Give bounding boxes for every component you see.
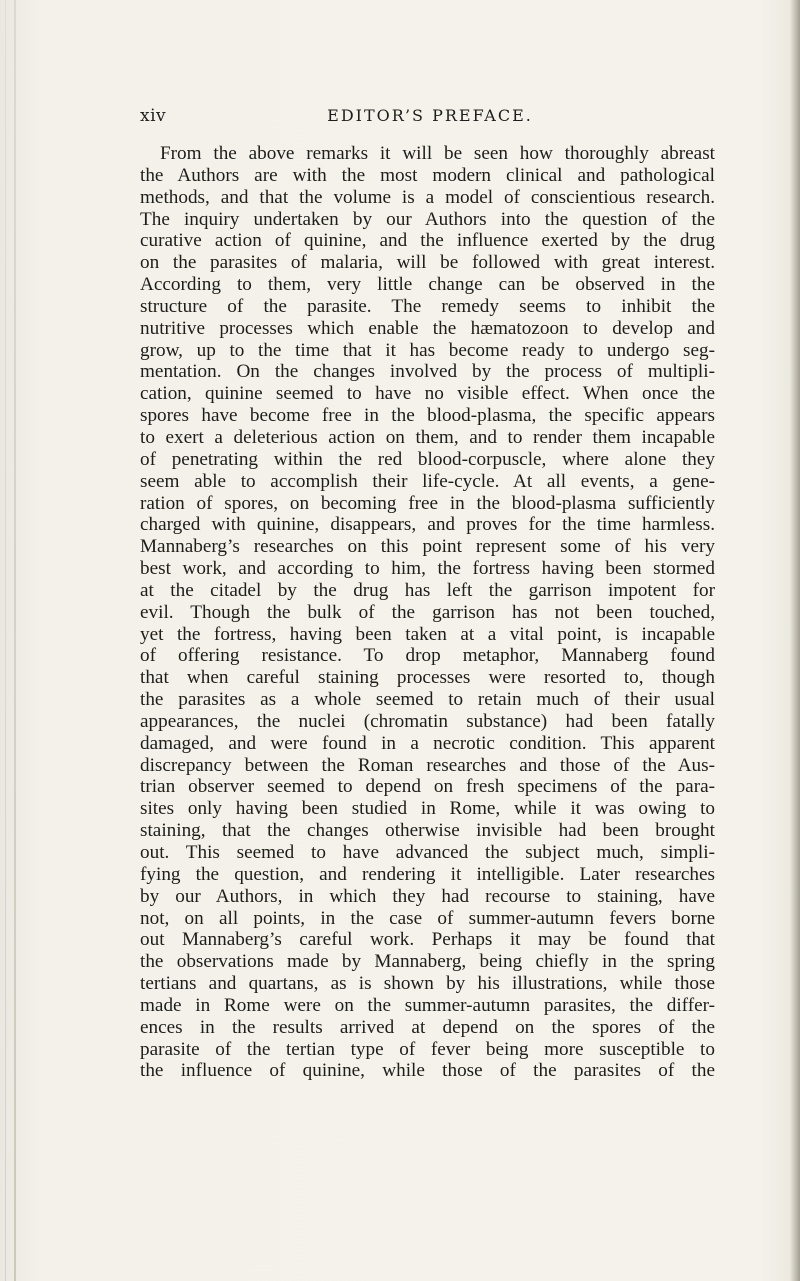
text-line: at the citadel by the drug has left the garrison impotent for [140, 579, 715, 601]
page-gutter-line [5, 0, 6, 1281]
text-line: damaged, and were found in a necrotic condition. This apparent [140, 732, 715, 754]
text-line: The inquiry undertaken by our Authors into the question of the [140, 208, 715, 230]
text-line: that when careful staining processes were resorted to, though [140, 667, 715, 689]
page-edge-shadow [790, 0, 800, 1281]
text-line: the Authors are with the most modern clinical and pathological [140, 164, 715, 186]
text-line: evil. Though the bulk of the garrison has not been touched, [140, 601, 715, 623]
text-line: cation, quinine seemed to have no visible effect. When once the [140, 383, 715, 405]
text-line: From the above remarks it will be seen how thoroughly abreast [160, 143, 715, 164]
text-line: yet the fortress, having been taken at a vital point, is incapable [140, 623, 715, 645]
text-line: fying the question, and rendering it intelligible. Later researches [140, 863, 715, 885]
text-line: out Mannaberg’s careful work. Perhaps it may be found that [140, 929, 715, 951]
text-line: the influence of quinine, while those of the parasites of the [140, 1060, 715, 1082]
text-line: discrepancy between the Roman researches and those of the Aus- [140, 754, 715, 776]
text-line: ences in the results arrived at depend on the spores of the [140, 1016, 715, 1038]
page-header [140, 106, 720, 132]
text-line: of offering resistance. To drop metaphor, Mannaberg found [140, 645, 715, 667]
text-line: on the parasites of malaria, will be followed with great interest. [140, 252, 715, 274]
text-line: mentation. On the changes involved by the process of multipli- [140, 361, 715, 383]
running-head: EDITOR’S PREFACE. [327, 106, 533, 125]
text-line: structure of the parasite. The remedy seems to inhibit the [140, 295, 715, 317]
text-line: the observations made by Mannaberg, being chiefly in the spring [140, 951, 715, 973]
page-gutter-shadow [14, 0, 16, 1281]
text-line: trian observer seemed to depend on fresh specimens of the para- [140, 776, 715, 798]
text-line: staining, that the changes otherwise invisible had been brought [140, 820, 715, 842]
text-line: appearances, the nuclei (chromatin substance) had been fatally [140, 710, 715, 732]
text-line: sites only having been studied in Rome, while it was owing to [140, 798, 715, 820]
text-line: Mannaberg’s researches on this point represent some of his very [140, 536, 715, 558]
text-line: nutritive processes which enable the hæmatozoon to develop and [140, 317, 715, 339]
text-line: not, on all points, in the case of summer-autumn fevers borne [140, 907, 715, 929]
text-line: out. This seemed to have advanced the subject much, simpli- [140, 842, 715, 863]
text-line: charged with quinine, disappears, and proves for the time harmless. [140, 514, 715, 536]
text-line: best work, and according to him, the fortress having been stormed [140, 558, 715, 580]
text-line: tertians and quartans, as is shown by his illustrations, while those [140, 973, 715, 995]
text-line: of penetrating within the red blood-corpuscle, where alone they [140, 448, 715, 470]
text-line: According to them, very little change can be observed in the [140, 274, 715, 296]
text-line: curative action of quinine, and the influence exerted by the drug [140, 230, 715, 252]
body-paragraph [140, 143, 715, 1082]
text-line: made in Rome were on the summer-autumn parasites, the differ- [140, 994, 715, 1016]
text-line: methods, and that the volume is a model of conscientious research. [140, 186, 715, 208]
text-line: to exert a deleterious action on them, and to render them incapable [140, 426, 715, 448]
text-line: the parasites as a whole seemed to retain much of their usual [140, 689, 715, 711]
text-line: parasite of the tertian type of fever being more susceptible to [140, 1038, 715, 1060]
text-line: seem able to accomplish their life-cycle. At all events, a gene- [140, 470, 715, 492]
text-line: grow, up to the time that it has become ready to undergo seg- [140, 339, 715, 361]
text-line: spores have become free in the blood-plasma, the specific appears [140, 405, 715, 427]
page-number: xiv [140, 106, 167, 126]
text-line: by our Authors, in which they had recourse to staining, have [140, 885, 715, 907]
text-line: ration of spores, on becoming free in the blood-plasma sufficiently [140, 492, 715, 514]
